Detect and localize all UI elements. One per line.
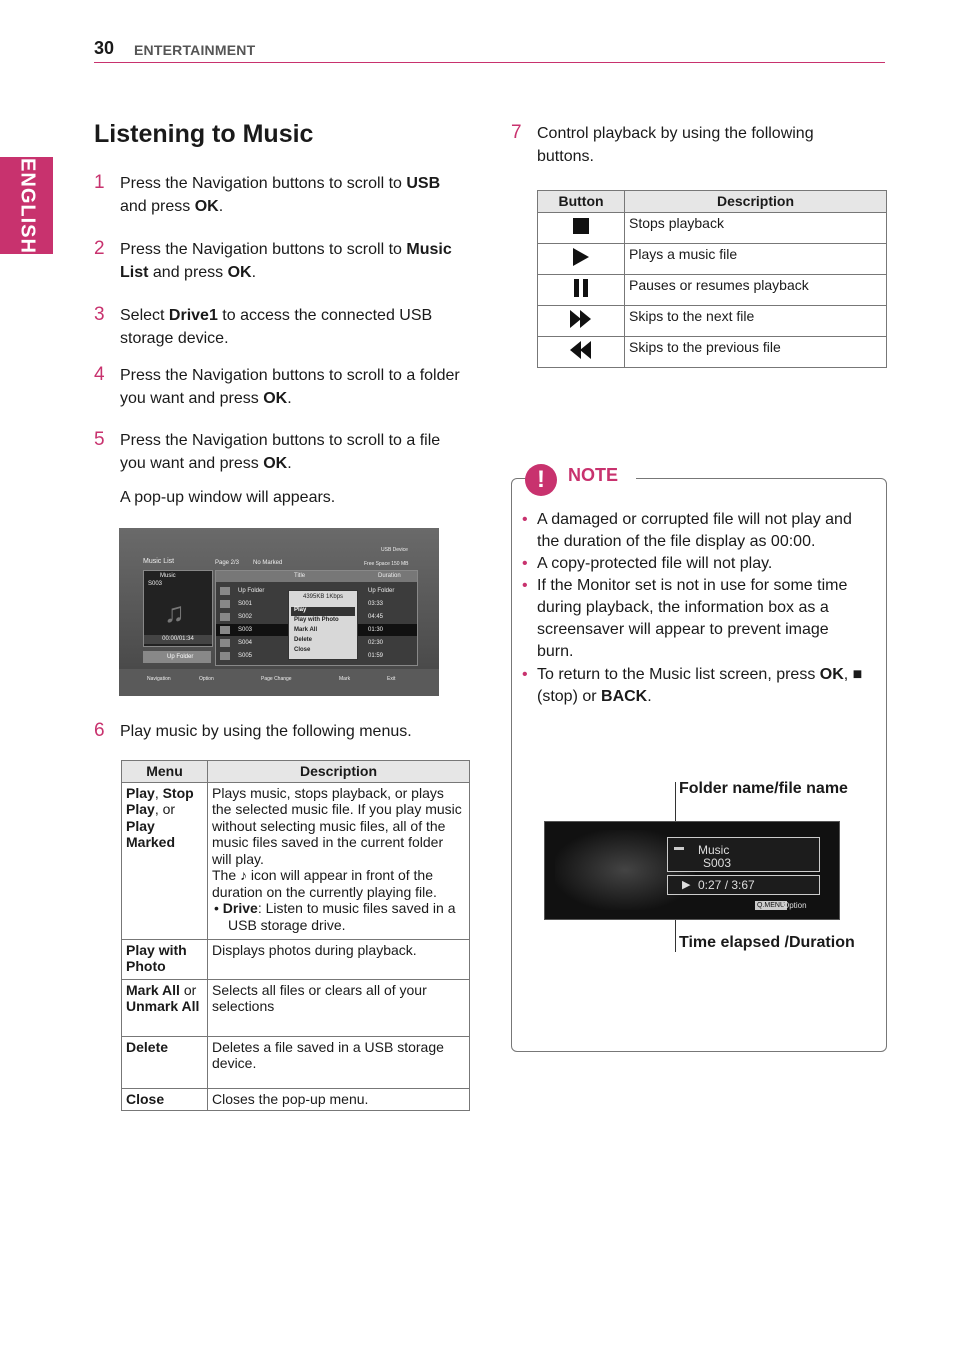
footer-hint: Exit xyxy=(387,676,396,682)
popup-item[interactable]: Mark All xyxy=(294,627,318,633)
button-icon-cell xyxy=(538,305,625,336)
bullet-dot: • xyxy=(522,555,528,572)
duration-header: Duration xyxy=(378,573,401,579)
note-bullet xyxy=(522,553,867,575)
file-duration: 03:33 xyxy=(368,601,384,607)
note-label: NOTE xyxy=(568,465,619,485)
up-folder-button[interactable]: Up Folder xyxy=(143,651,211,663)
file-duration: 02:30 xyxy=(368,640,384,646)
button-icon-cell xyxy=(538,274,625,305)
button-row xyxy=(538,336,887,367)
menu-row xyxy=(122,782,470,939)
step-7-text: Control playback by using the following buttons. xyxy=(537,125,814,165)
popup-item[interactable]: Play with Photo xyxy=(294,617,339,623)
file-duration: 01:30 xyxy=(368,627,384,633)
note-bullet xyxy=(522,664,867,708)
file-name: S002 xyxy=(238,614,253,620)
button-row xyxy=(538,243,887,274)
note-bullet-text: If the Monitor set is not in use for some time during playback, the information box as a screensaver will appear to prevent image burn. xyxy=(537,577,848,660)
usb-device-label: USB Device xyxy=(381,547,408,553)
footer-hint: Page Change xyxy=(261,676,292,682)
step-4-number: 4 xyxy=(94,364,105,385)
section-title: ENTERTAINMENT xyxy=(134,42,256,58)
button-description-cell: Skips to the next file xyxy=(625,305,887,336)
folder-icon xyxy=(220,613,230,621)
footer-hint: Navigation xyxy=(147,676,171,682)
step-5-text: Press the Navigation buttons to scroll to a file you want and press OK. xyxy=(120,432,441,472)
file-duration: Up Folder xyxy=(368,588,395,594)
button-description-cell: Skips to the previous file xyxy=(625,336,887,367)
step-3-number: 3 xyxy=(94,304,105,325)
folder-icon xyxy=(220,652,230,660)
title-header: Title xyxy=(294,573,306,579)
file-name: S003 xyxy=(238,627,253,633)
osd-time: 0:27 / 3:67 xyxy=(698,878,755,892)
step-2-number: 2 xyxy=(94,238,105,259)
note-bullet xyxy=(522,575,867,663)
file-name: S004 xyxy=(238,640,253,646)
note-bullet-text: A copy-protected file will not play. xyxy=(537,555,773,572)
marked-count: No Marked xyxy=(253,560,283,566)
menu-row xyxy=(122,939,470,979)
play-icon xyxy=(573,253,589,269)
language-tab-label: ENGLISH xyxy=(16,157,38,254)
folder-icon: ▬ xyxy=(674,842,684,853)
popup-note: A pop-up window will appears. xyxy=(120,489,336,506)
menu-table xyxy=(121,760,470,1111)
note-bullet-text: To return to the Music list screen, press OK, ■ (stop) or BACK. xyxy=(537,666,863,705)
file-duration: 04:45 xyxy=(368,614,384,620)
osd-info-box xyxy=(667,837,820,872)
button-description-cell: Stops playback xyxy=(625,212,887,243)
bullet-dot: • xyxy=(522,666,528,683)
osd-file-name: S003 xyxy=(703,856,732,870)
button-row xyxy=(538,274,887,305)
menu-name-cell: Play with Photo xyxy=(122,939,208,979)
osd-screenshot xyxy=(544,821,840,920)
osd-folder-name: Music xyxy=(698,843,730,857)
description-header: Description xyxy=(208,761,470,783)
note-bullet-text: A damaged or corrupted file will not play and the duration of the file display as 00:00. xyxy=(537,511,852,550)
music-note-icon: ♫ xyxy=(164,597,185,628)
language-tab xyxy=(0,157,53,254)
page-title: Listening to Music xyxy=(94,120,314,148)
page-number: 30 xyxy=(94,38,115,58)
menu-description-cell: Displays photos during playback. xyxy=(208,939,470,979)
button-header: Button xyxy=(538,191,625,213)
file-name: S005 xyxy=(238,653,253,659)
qmenu-key: Q.MENU xyxy=(757,902,785,909)
step-1-text: Press the Navigation buttons to scroll to USB and press OK. xyxy=(120,175,441,215)
menu-name-cell: Delete xyxy=(122,1036,208,1088)
button-icon-cell xyxy=(538,243,625,274)
button-description-cell: Pauses or resumes playback xyxy=(625,274,887,305)
popup-item[interactable]: Play xyxy=(291,607,355,616)
menu-description-cell: Closes the pop-up menu. xyxy=(208,1088,470,1110)
step-1-number: 1 xyxy=(94,172,105,193)
music-list-label: Music List xyxy=(143,558,175,565)
popup-item[interactable]: Close xyxy=(294,647,311,653)
page-indicator: Page 2/3 xyxy=(215,560,240,566)
step-6-text: Play music by using the following menus. xyxy=(120,723,412,740)
bullet-dot: • xyxy=(522,577,528,594)
menu-header: Menu xyxy=(122,761,208,783)
footer-hint: Mark xyxy=(339,676,351,682)
header-divider xyxy=(94,62,885,63)
note-bullet xyxy=(522,509,867,553)
option-label: Option xyxy=(783,901,807,910)
folder-callout-label: Folder name/file name xyxy=(679,780,848,797)
step-3-text: Select Drive1 to access the connected USB storage device. xyxy=(120,307,433,347)
button-description-header: Description xyxy=(625,191,887,213)
footer-hint: Option xyxy=(199,676,214,682)
album-thumbnail xyxy=(143,570,213,647)
free-space: Free Space 150 MB xyxy=(364,561,409,567)
menu-name-cell: Close xyxy=(122,1088,208,1110)
previous-icon xyxy=(570,346,592,362)
thumb-time: 00:00/01:34 xyxy=(162,636,194,642)
menu-row xyxy=(122,1088,470,1110)
file-name: S001 xyxy=(238,601,253,607)
file-name: Up Folder xyxy=(238,588,265,594)
step-5-number: 5 xyxy=(94,429,105,450)
menu-name-cell: Play, Stop Play, or Play Marked xyxy=(122,782,208,939)
folder-icon xyxy=(220,639,230,647)
bullet-dot: • xyxy=(522,511,528,528)
time-callout-label: Time elapsed /Duration xyxy=(679,934,855,951)
button-icon-cell xyxy=(538,336,625,367)
button-row xyxy=(538,212,887,243)
menu-description-cell: Plays music, stops playback, or plays the selected music file. If you play music without selecting music files, all of the music files saved in the current folder will play. The ♪ icon will appear in front of the duration on the currently playing file. • Drive: Listen to music files saved in a USB storage drive. xyxy=(208,782,470,939)
menu-row xyxy=(122,979,470,1036)
thumb-folder: Music xyxy=(160,573,176,579)
file-duration: 01:59 xyxy=(368,653,384,659)
step-4-text: Press the Navigation buttons to scroll to a folder you want and press OK. xyxy=(120,367,460,407)
stop-icon xyxy=(573,221,589,237)
thumb-file: S003 xyxy=(148,581,163,587)
folder-icon xyxy=(220,587,230,595)
menu-name-cell: Mark All or Unmark All xyxy=(122,979,208,1036)
menu-description-cell: Deletes a file saved in a USB storage device. xyxy=(208,1036,470,1088)
folder-icon xyxy=(220,626,230,634)
button-icon-cell xyxy=(538,212,625,243)
menu-description-cell: Selects all files or clears all of your selections xyxy=(208,979,470,1036)
file-table xyxy=(215,570,418,666)
menu-row xyxy=(122,1036,470,1088)
button-row xyxy=(538,305,887,336)
button-description-cell: Plays a music file xyxy=(625,243,887,274)
folder-icon xyxy=(220,600,230,608)
popup-menu xyxy=(288,590,358,660)
exclamation-icon: ! xyxy=(525,464,557,496)
button-table xyxy=(537,190,887,368)
osd-play-icon: ▶ xyxy=(682,879,691,891)
music-list-screenshot xyxy=(119,528,439,696)
step-7-number: 7 xyxy=(511,122,522,143)
step-2-text: Press the Navigation buttons to scroll to Music List and press OK. xyxy=(120,241,452,281)
next-icon xyxy=(570,315,592,331)
popup-info: 4395KB 1Kbps xyxy=(303,594,344,600)
step-6-number: 6 xyxy=(94,720,105,741)
pause-icon xyxy=(573,284,589,300)
osd-time-box xyxy=(667,875,820,895)
popup-item[interactable]: Delete xyxy=(294,637,313,643)
